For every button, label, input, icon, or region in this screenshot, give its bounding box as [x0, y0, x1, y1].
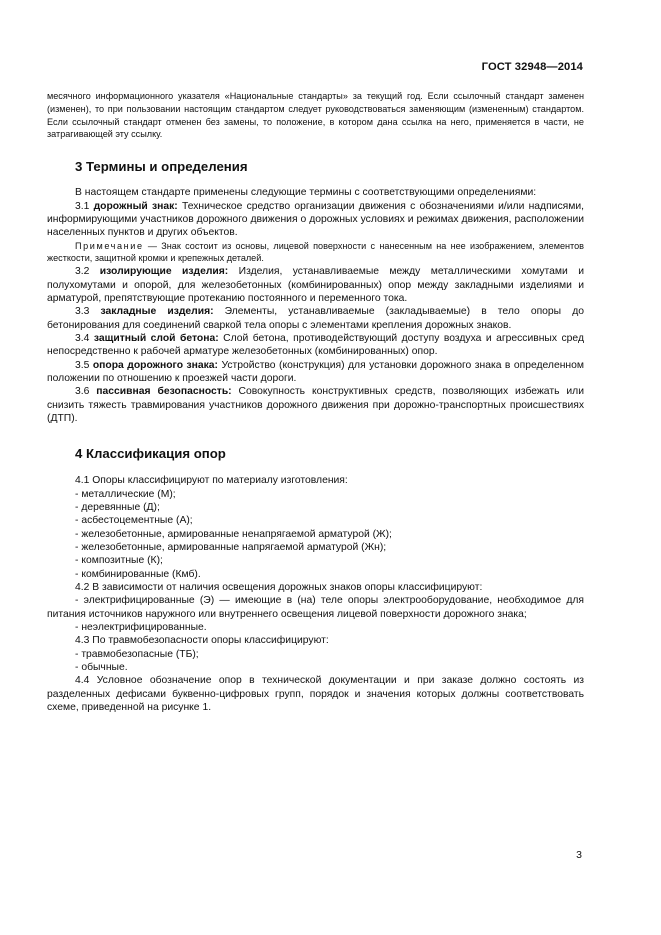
clause-4-1: 4.1 Опоры классифицируют по материалу изготовления: — [75, 475, 348, 487]
term-number: 3.1 — [75, 200, 94, 212]
term-number: 3.5 — [75, 359, 93, 371]
material-item: - железобетонные, армированные ненапрягаемой арматурой (Ж); — [75, 528, 392, 540]
term-number: 3.3 — [75, 306, 101, 318]
term-3-5 — [47, 359, 584, 386]
safety-item: - обычные. — [75, 662, 128, 674]
section-3-intro: В настоящем стандарте применены следующие термины с соответствующими определениями: — [75, 187, 537, 199]
term-number: 3.2 — [75, 266, 100, 278]
term-3-1 — [47, 200, 584, 240]
note-text: — Знак состоит из основы, лицевой поверхности с нанесенным на нее изображением, элементов жесткости, защитной кромки и крепежных деталей. — [47, 240, 584, 264]
term-name: защитный слой бетона: — [93, 332, 219, 344]
term-3-3 — [47, 305, 584, 332]
term-name: закладные изделия: — [100, 306, 214, 318]
term-name: дорожный знак: — [93, 200, 178, 212]
page-number: 3 — [576, 849, 582, 861]
note-3-1 — [47, 240, 584, 266]
term-name: изолирующие изделия: — [99, 266, 229, 278]
term-definition: Элементы, устанавливаемые (закладываемые) в тело опоры до бетонирования для соединений сваркой тела опоры с элементами крепления дорожных знаков. — [47, 306, 584, 331]
term-definition: Устройство (конструкция) для установки дорожного знака в определенном положении по отношению к проезжей части дороги. — [47, 359, 585, 384]
section-4-title: 4 Классификация опор — [75, 446, 226, 462]
intro-paragraph: месячного информационного указателя «Национальные стандарты» за текущий год. Если ссылочный стандарт заменен (изменен), то при пользовании настоящим стандартом следует руководствоваться заменяющим (измененным) стандартом. Если ссылочный стандарт отменен без замены, то положение, в котором дана ссылка на него, применяется в части, не затрагивающей эту ссылку. — [47, 91, 584, 140]
clause-4-3: 4.3 По травмобезопасности опоры классифицируют: — [75, 635, 329, 647]
term-number: 3.6 — [75, 386, 97, 398]
term-3-4 — [47, 332, 584, 359]
material-item: - деревянные (Д); — [75, 501, 160, 513]
lighting-item: - электрифицированные (Э) — имеющие в (на) теле опоры электрооборудование, необходимое для питания источников наружного или внутреннего освещения лицевой поверхности дорожного знака; — [47, 595, 584, 620]
term-definition: Слой бетона, противодействующий доступу воздуха и агрессивных сред непосредственно к рабочей арматуре железобетонных (комбинированных) опор. — [47, 332, 584, 358]
section-3-title: 3 Термины и определения — [75, 159, 248, 175]
term-name: пассивная безопасность: — [96, 386, 232, 398]
page-content — [47, 90, 584, 714]
standard-header: ГОСТ 32948—2014 — [481, 61, 583, 73]
term-name: опора дорожного знака: — [92, 359, 218, 371]
term-definition: Совокупность конструктивных средств, позволяющих избежать или снизить тяжесть травмирования участников дорожного движения при дорожно-транспортных происшествиях (ДТП). — [47, 386, 584, 424]
term-number: 3.4 — [75, 332, 94, 344]
material-item: - комбинированные (Кмб). — [75, 568, 201, 580]
clause-4-4: 4.4 Условное обозначение опор в технической документации и при заказе должно состоять из разделенных дефисами буквенно-цифровых групп, порядок и значения которых должны соответствовать схеме, приведенной на рисунке 1. — [47, 675, 584, 714]
material-item: - асбестоцементные (А); — [75, 515, 193, 527]
material-item: - металлические (М); — [75, 488, 176, 500]
safety-item: - травмобезопасные (ТБ); — [75, 648, 199, 660]
material-item: - композитные (К); — [75, 555, 163, 567]
note-label: Примечание — [75, 240, 144, 251]
material-item: - железобетонные, армированные напрягаемой арматурой (Жн); — [75, 542, 387, 553]
term-3-6 — [47, 385, 584, 425]
lighting-item: - неэлектрифицированные. — [75, 622, 207, 634]
clause-4-2: 4.2 В зависимости от наличия освещения дорожных знаков опоры классифицируют: — [75, 582, 483, 594]
term-definition: Изделия, устанавливаемые между металлическими хомутами и полухомутами и опорой, для железобетонных (комбинированных) опор между закладными изделиями и арматурой, препятствующие протеканию постоянного и переменного тока. — [47, 266, 584, 304]
term-definition: Техническое средство организации движения с обозначениями и/или надписями, информирующими участников дорожного движения о дорожных условиях и режимах движения, расположении населенных пунктов и других объектов. — [47, 200, 584, 239]
term-3-2 — [47, 265, 584, 305]
